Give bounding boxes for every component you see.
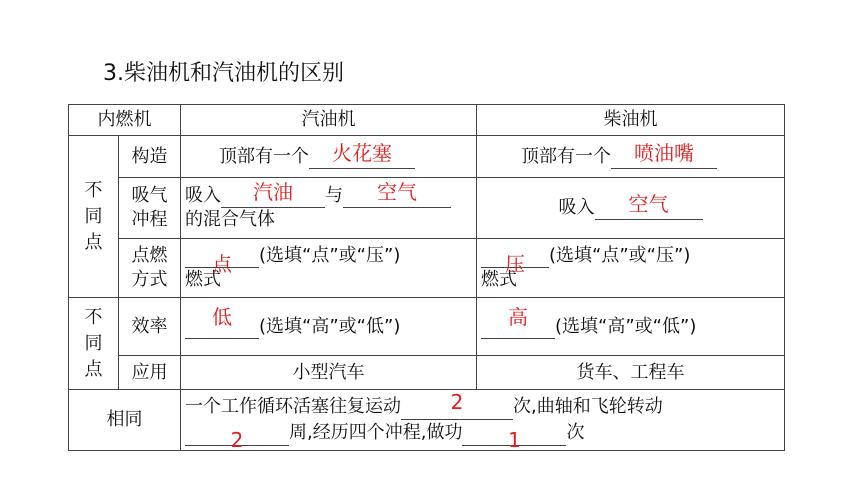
- row-label-line: 方式: [131, 269, 168, 290]
- answer-air: 空气: [377, 180, 417, 204]
- answer-blank: [185, 245, 259, 276]
- comparison-table: [68, 104, 785, 451]
- row-same: [69, 390, 785, 451]
- cell-mid: 与: [325, 185, 343, 206]
- header-gasoline-engine: 汽油机: [181, 105, 477, 136]
- cell-gas-structure: [181, 136, 477, 178]
- answer-blank: [309, 140, 415, 169]
- answer-low: 低: [212, 304, 232, 329]
- group-different-2: [69, 298, 119, 390]
- cell-prefix: 吸入: [558, 197, 595, 218]
- group-label: 不同点: [84, 306, 103, 380]
- row-application: [69, 356, 785, 390]
- cell-prefix: 顶部有一个: [521, 145, 611, 167]
- answer-blank: [462, 423, 566, 452]
- row-label-structure: 构造: [119, 136, 181, 178]
- header-engine: 内燃机: [69, 105, 181, 136]
- answer-blank: [481, 304, 555, 339]
- answer-air: 空气: [628, 192, 669, 216]
- cell-suffix: 燃式: [185, 269, 221, 290]
- row-label-efficiency: 效率: [119, 298, 181, 356]
- answer-blank: [611, 140, 717, 169]
- row-intake: [69, 178, 785, 239]
- row-label-line: 点燃: [131, 245, 168, 266]
- cell-diesel-ignition: [477, 239, 785, 298]
- hint-text: (选填“点”或“压”): [549, 245, 691, 266]
- answer-blank: [595, 192, 703, 220]
- cell-prefix: 顶部有一个: [219, 145, 309, 167]
- answer-rotations: 2: [230, 428, 244, 452]
- answer-blank: [185, 304, 259, 339]
- answer-blank: [221, 180, 325, 208]
- row-label-intake: [119, 178, 181, 239]
- cell-same: [181, 390, 785, 451]
- answer-blank: [481, 245, 549, 276]
- cell-gas-ignition: [181, 239, 477, 298]
- row-label-line: 吸气: [131, 185, 168, 206]
- hint-text: (选填“高”或“低”): [259, 315, 401, 337]
- hint-text: (选填“高”或“低”): [555, 315, 697, 337]
- cell-prefix: 吸入: [185, 185, 221, 206]
- cell-gas-intake: [181, 178, 477, 239]
- row-efficiency: [69, 298, 785, 356]
- answer-reciprocations: 2: [450, 390, 464, 414]
- row-label-application: 应用: [119, 356, 181, 390]
- answer-work-strokes: 1: [508, 428, 521, 452]
- same-text-1: 一个工作循环活塞往复运动: [185, 396, 401, 417]
- page-title: 3.柴油机和汽油机的区别: [103, 61, 344, 86]
- cell-gas-efficiency: [181, 298, 477, 356]
- row-ignition: [69, 239, 785, 298]
- cell-suffix: 燃式: [481, 269, 517, 290]
- cell-diesel-application: 货车、工程车: [477, 356, 785, 390]
- group-label: 不同点: [84, 179, 103, 253]
- group-different-1: [69, 136, 119, 298]
- cell-diesel-efficiency: [477, 298, 785, 356]
- answer-high: 高: [508, 304, 528, 329]
- answer-compression: 压: [505, 252, 525, 276]
- same-text-2: 次,曲轴和飞轮转动: [513, 396, 663, 417]
- answer-blank: [185, 423, 289, 452]
- row-label-line: 冲程: [131, 209, 168, 230]
- answer-injector: 喷油嘴: [634, 140, 694, 165]
- answer-blank: [343, 180, 451, 208]
- cell-diesel-intake: [477, 178, 785, 239]
- cell-suffix: 的混合气体: [185, 209, 275, 230]
- answer-gasoline: 汽油: [253, 180, 293, 204]
- same-text-3: 周,经历四个冲程,做功: [289, 422, 463, 443]
- cell-diesel-structure: [477, 136, 785, 178]
- same-text-4: 次: [566, 422, 585, 443]
- answer-spark-plug: 火花塞: [332, 140, 392, 165]
- header-diesel-engine: 柴油机: [477, 105, 785, 136]
- answer-spark: 点: [212, 252, 232, 276]
- hint-text: (选填“点”或“压”): [259, 245, 401, 266]
- row-label-same: 相同: [69, 390, 181, 451]
- row-structure: [69, 136, 785, 178]
- row-label-ignition: [119, 239, 181, 298]
- table-header-row: [69, 105, 785, 136]
- cell-gas-application: 小型汽车: [181, 356, 477, 390]
- answer-blank: [401, 390, 513, 420]
